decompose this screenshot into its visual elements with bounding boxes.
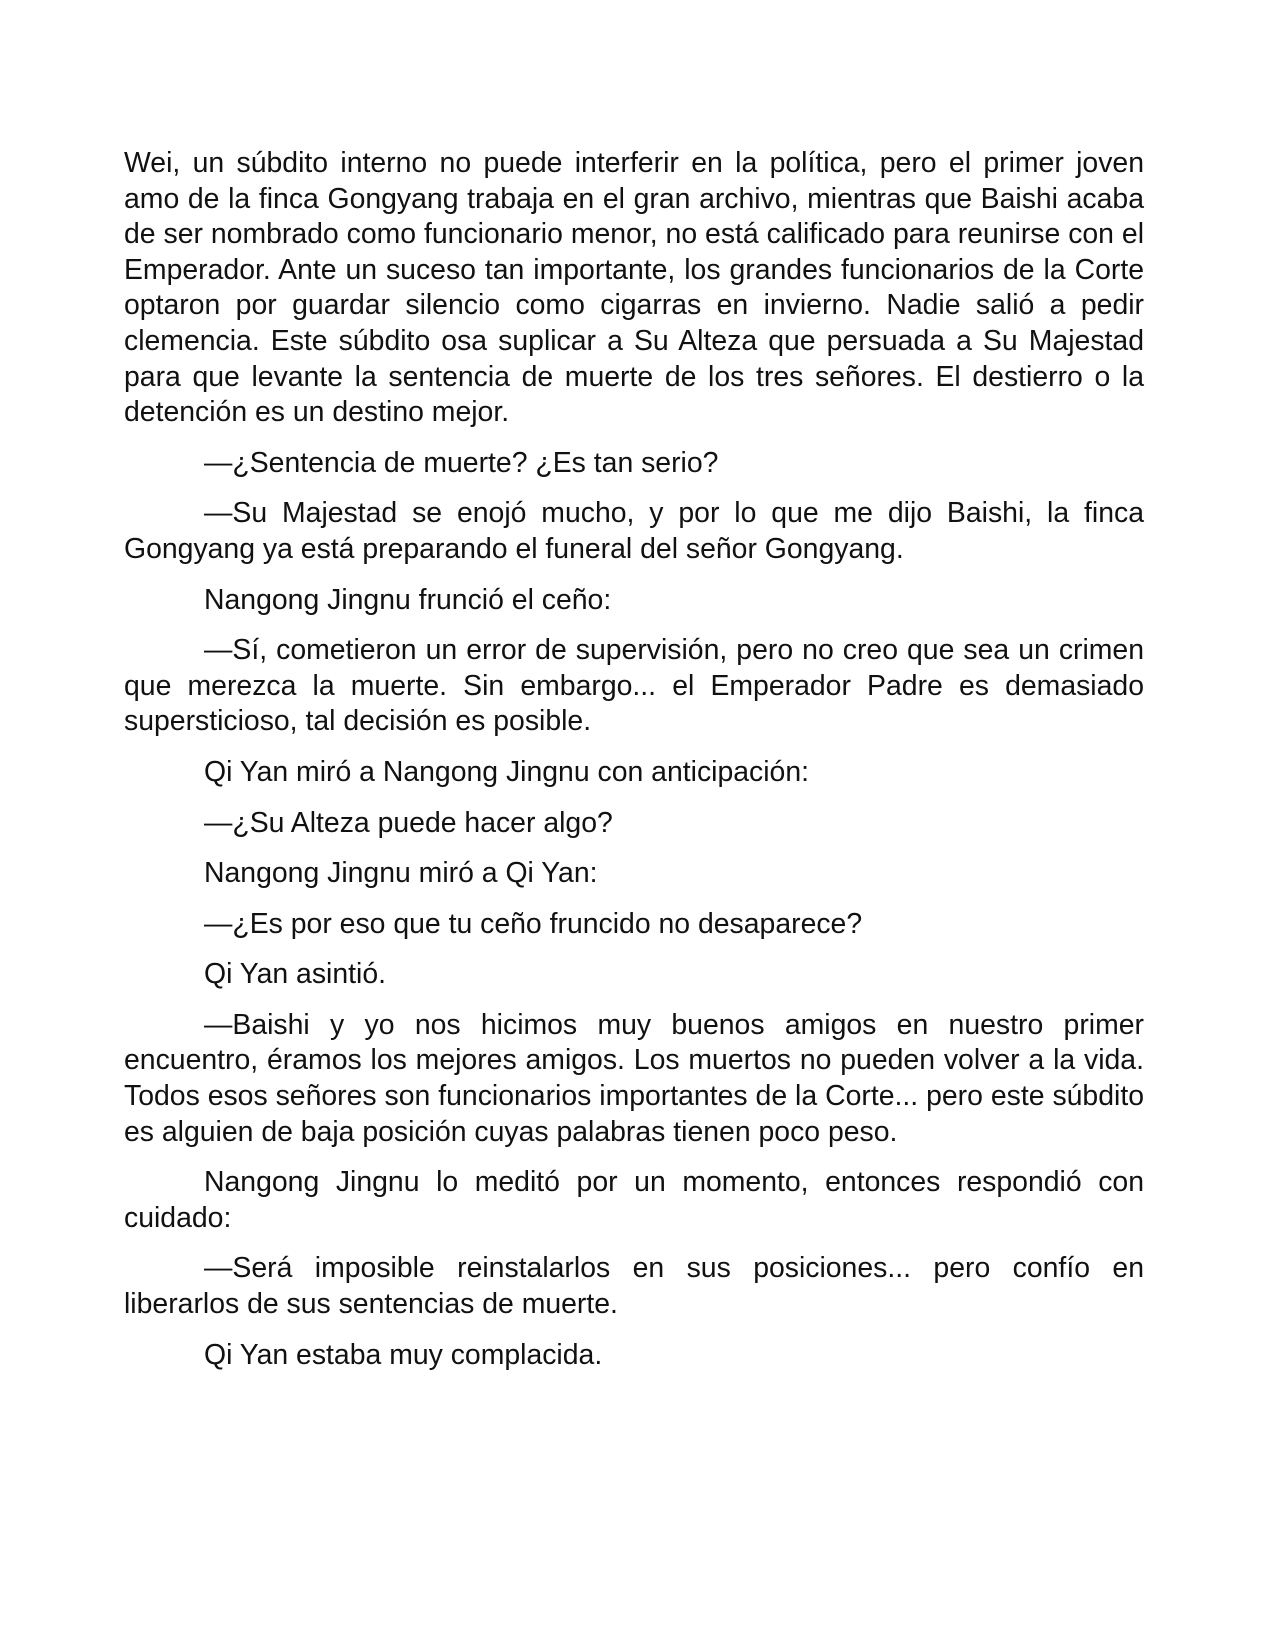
paragraph: Qi Yan asintió. xyxy=(204,958,387,991)
paragraph: —¿Sentencia de muerte? ¿Es tan serio? xyxy=(204,446,719,479)
body-text xyxy=(124,146,1144,1388)
paragraph: Nangong Jingnu frunció el ceño: xyxy=(204,583,612,616)
paragraph: —Su Majestad se enojó mucho, y por lo que me dijo Baishi, la finca Gongyang ya está preparando el funeral del señor Gongyang. xyxy=(124,497,1144,565)
paragraph: Qi Yan miró a Nangong Jingnu con anticipación: xyxy=(204,755,809,788)
paragraph: —¿Es por eso que tu ceño fruncido no desaparece? xyxy=(204,907,863,940)
paragraph: Nangong Jingnu lo meditó por un momento, entonces respondió con cuidado: xyxy=(124,1166,1144,1234)
paragraph: —Baishi y yo nos hicimos muy buenos amigos en nuestro primer encuentro, éramos los mejores amigos. Los muertos no pueden volver a la vida. Todos esos señores son funcionarios importantes de la Corte... pero este súbdito es alguien de baja posición cuyas palabras tienen poco peso. xyxy=(124,1008,1144,1148)
paragraph: —Será imposible reinstalarlos en sus posiciones... pero confío en liberarlos de sus sentencias de muerte. xyxy=(124,1252,1144,1321)
paragraph: Nangong Jingnu miró a Qi Yan: xyxy=(204,857,598,890)
paragraph: Wei, un súbdito interno no puede interferir en la política, pero el primer joven amo de la finca Gongyang trabaja en el gran archivo, mientras que Baishi acaba de ser nombrado como funcionario menor, no está calificado para reunirse con el Emperador. Ante un suceso tan importante, los grandes funcionarios de la Corte optaron por guardar silencio como cigarras en invierno. Nadie salió a pedir clemencia. Este súbdito osa suplicar a Su Alteza que persuada a Su Majestad para que levante la sentencia de muerte de los tres señores. El destierro o la detención es un destino mejor. xyxy=(124,147,1144,429)
paragraph: Qi Yan estaba muy complacida. xyxy=(204,1338,603,1371)
paragraph: —¿Su Alteza puede hacer algo? xyxy=(204,806,613,839)
paragraph: —Sí, cometieron un error de supervisión, pero no creo que sea un crimen que merezca la muerte. Sin embargo... el Emperador Padre es demasiado supersticioso, tal decisión es posible. xyxy=(124,634,1144,738)
